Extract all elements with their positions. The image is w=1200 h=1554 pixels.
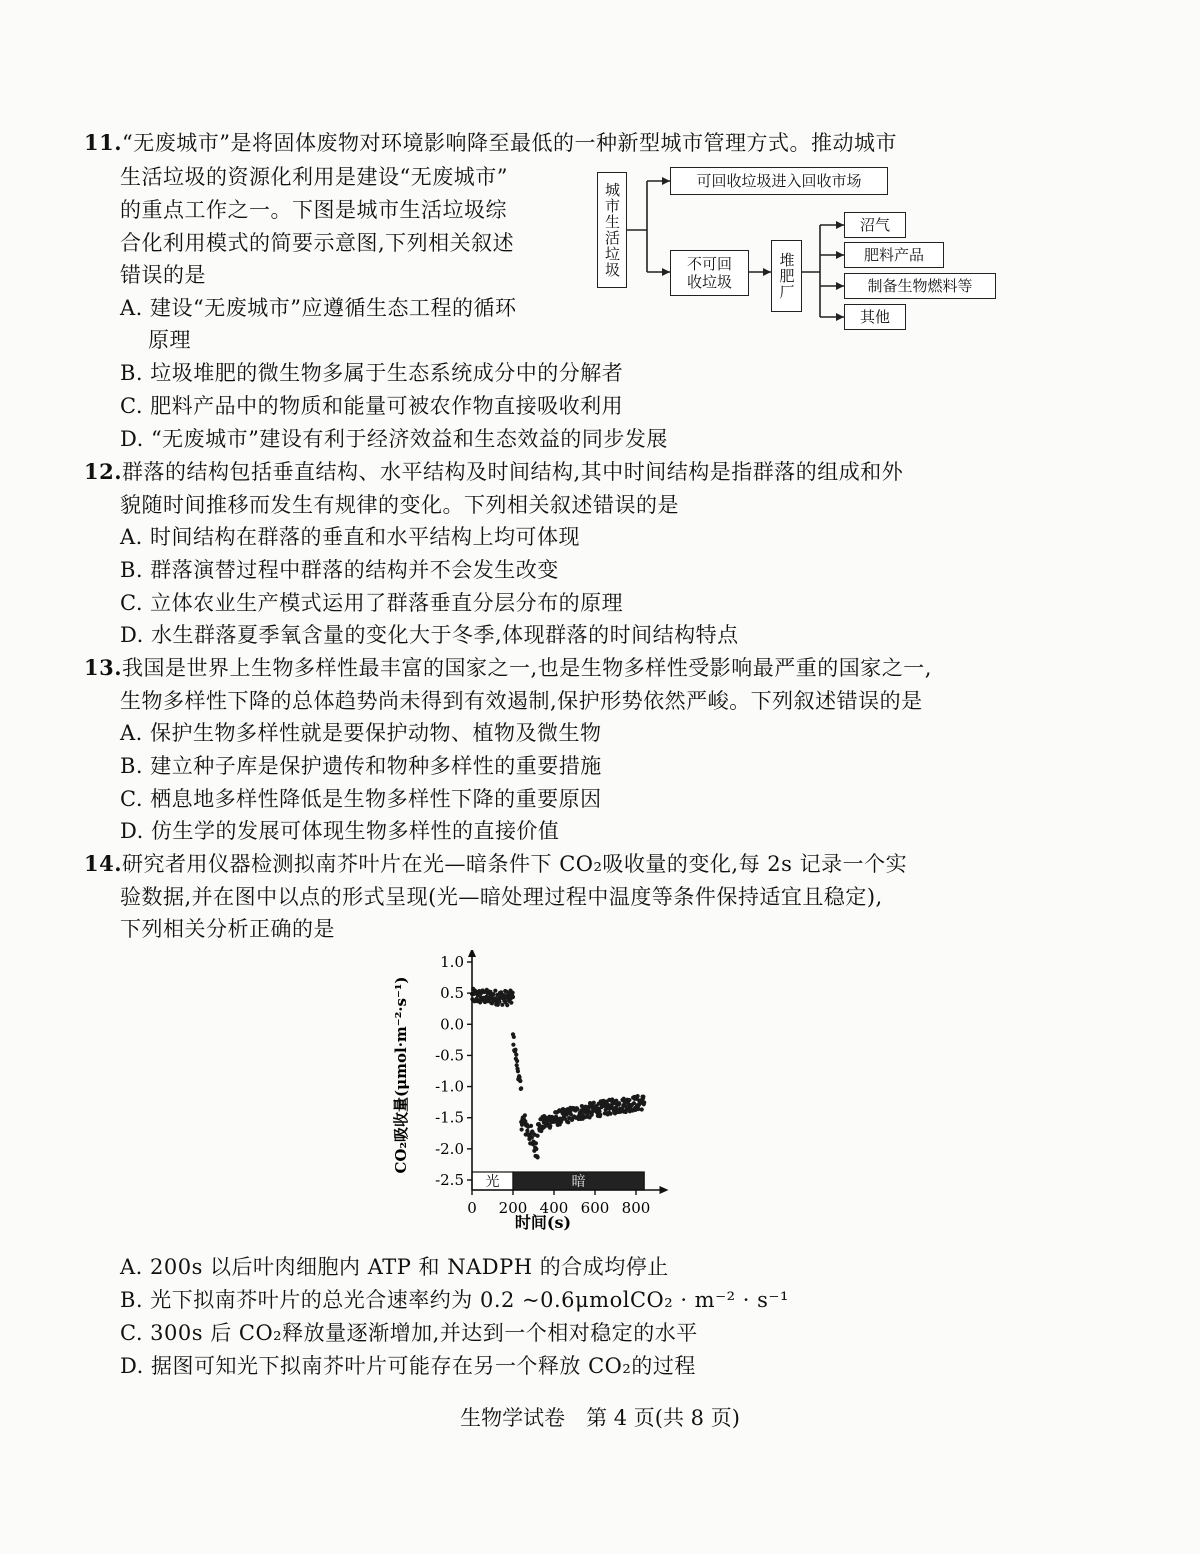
- q11-option-c: C. 肥料产品中的物质和能量可被农作物直接吸收利用: [120, 394, 624, 418]
- chart-point: [491, 992, 495, 996]
- q13-option-d: D. 仿生学的发展可体现生物多样性的直接价值: [120, 819, 560, 843]
- q13-stem-text: 我国是世界上生物多样性最丰富的国家之一,也是生物多样性受影响最严重的国家之一,: [122, 656, 932, 680]
- co2-uptake-chart: [388, 950, 698, 1245]
- q12-line-1: [84, 457, 903, 487]
- chart-y-label: CO₂吸收量(μmol·m⁻²·s⁻¹): [392, 976, 410, 1174]
- chart-point: [598, 1113, 602, 1117]
- chart-point: [536, 1155, 540, 1159]
- q13-option-c: C. 栖息地多样性降低是生物多样性下降的重要原因: [120, 787, 602, 811]
- diagram-product-other: 其他: [844, 304, 906, 330]
- chart-point: [636, 1094, 640, 1098]
- chart-point: [500, 1003, 504, 1007]
- q13-option-b: B. 建立种子库是保护遗传和物种多样性的重要措施: [120, 754, 602, 778]
- chart-point: [592, 1101, 596, 1105]
- diagram-product-biofuel: 制备生物燃料等: [844, 273, 996, 299]
- diagram-product-fertilizer: 肥料产品: [844, 242, 944, 268]
- page-footer: 生物学试卷 第 4 页(共 8 页): [460, 1406, 740, 1430]
- chart-point: [617, 1101, 621, 1105]
- chart-x-tick-label: 0: [467, 1199, 477, 1217]
- q13-line-1: [84, 653, 932, 683]
- chart-phase-label: 暗: [571, 1174, 586, 1190]
- chart-phase-bar: [472, 1172, 644, 1190]
- q14-option-a: A. 200s 以后叶肉细胞内 ATP 和 NADPH 的合成均停止: [120, 1255, 669, 1279]
- chart-y-ticks: [435, 953, 472, 1189]
- chart-points: [470, 987, 646, 1160]
- q12-option-d: D. 水生群落夏季氧含量的变化大于冬季,体现群落的时间结构特点: [120, 623, 739, 647]
- chart-point: [512, 1035, 516, 1039]
- chart-y-tick-label: -1.0: [435, 1077, 464, 1096]
- q12-stem-text: 群落的结构包括垂直结构、水平结构及时间结构,其中时间结构是指群落的组成和外: [122, 460, 904, 484]
- chart-point: [511, 1043, 515, 1047]
- chart-point: [548, 1124, 552, 1128]
- q14-option-b: B. 光下拟南芥叶片的总光合速率约为 0.2 ~0.6μmolCO₂ · m⁻² · s⁻¹: [120, 1288, 789, 1312]
- chart-x-label: 时间(s): [514, 1213, 572, 1232]
- chart-point: [642, 1100, 646, 1104]
- chart-y-tick-label: 0.5: [440, 984, 464, 1003]
- chart-point: [608, 1112, 612, 1116]
- chart-phase-label: 光: [485, 1174, 500, 1190]
- q12-line-2: 貌随时间推移而发生有规律的变化。下列相关叙述错误的是: [120, 493, 679, 517]
- diagram-recyclable-box: 可回收垃圾进入回收市场: [670, 167, 888, 195]
- chart-x-tick-label: 800: [621, 1199, 651, 1217]
- chart-point: [566, 1120, 570, 1124]
- q12-option-a: A. 时间结构在群落的垂直和水平结构上均可体现: [120, 525, 581, 549]
- q12-number: 12.: [84, 459, 123, 484]
- q13-line-2: 生物多样性下降的总体趋势尚未得到有效遏制,保护形势依然严峻。下列叙述错误的是: [120, 689, 923, 713]
- chart-y-tick-label: -0.5: [435, 1046, 464, 1065]
- chart-point: [529, 1124, 533, 1128]
- chart-point: [510, 991, 514, 995]
- chart-y-axis-arrow: [468, 950, 476, 957]
- chart-y-tick-label: -2.0: [435, 1139, 464, 1158]
- chart-point: [511, 995, 515, 999]
- chart-point: [514, 1053, 518, 1057]
- diagram-product-biogas: 沼气: [844, 212, 906, 238]
- q14-line-2: 验数据,并在图中以点的形式呈现(光—暗处理过程中温度等条件保持适宜且稳定),: [120, 885, 883, 909]
- chart-point: [518, 1079, 522, 1083]
- chart-x-tick-label: 600: [580, 1199, 610, 1217]
- chart-y-tick-label: -1.5: [435, 1108, 464, 1127]
- chart-y-tick-label: -2.5: [435, 1171, 464, 1189]
- chart-x-tick-label: 200: [498, 1199, 528, 1217]
- chart-point: [493, 989, 497, 993]
- q11-line-3: 的重点工作之一。下图是城市生活垃圾综: [120, 198, 507, 222]
- q11-option-a-cont: 原理: [148, 328, 191, 352]
- chart-point: [519, 1086, 523, 1090]
- q11-option-a: A. 建设“无废城市”应遵循生态工程的循环: [120, 296, 517, 320]
- q11-line-5: 错误的是: [120, 263, 206, 287]
- diagram-source-box: 城市生活垃圾: [597, 172, 627, 288]
- chart-point: [627, 1098, 631, 1102]
- chart-point: [509, 1001, 513, 1005]
- q14-line-1: [84, 849, 907, 879]
- q14-stem-text: 研究者用仪器检测拟南芥叶片在光—暗条件下 CO₂吸收量的变化,每 2s 记录一个实: [122, 852, 908, 876]
- chart-point: [641, 1095, 645, 1099]
- chart-point: [534, 1147, 538, 1151]
- chart-point: [536, 1134, 540, 1138]
- q11-line-2: 生活垃圾的资源化利用是建设“无废城市”: [120, 165, 508, 189]
- q11-stem-text: “无废城市”是将固体废物对环境影响降至最低的一种新型城市管理方式。推动城市: [122, 131, 898, 155]
- chart-point: [534, 1141, 538, 1145]
- chart-y-tick-label: 0.0: [440, 1015, 464, 1034]
- diagram-non-recyclable-box: 不可回收垃圾: [670, 250, 749, 296]
- q14-number: 14.: [84, 851, 123, 876]
- chart-point: [515, 1059, 519, 1063]
- chart-point: [640, 1107, 644, 1111]
- diagram-compost-box: 堆肥厂: [771, 240, 802, 312]
- chart-point: [523, 1113, 527, 1117]
- q14-option-c: C. 300s 后 CO₂释放量逐渐增加,并达到一个相对稳定的水平: [120, 1321, 698, 1345]
- chart-y-tick-label: 1.0: [440, 953, 464, 971]
- q14-line-3: 下列相关分析正确的是: [120, 917, 335, 941]
- q11-number: 11.: [84, 130, 123, 155]
- chart-point: [497, 1000, 501, 1004]
- q12-option-b: B. 群落演替过程中群落的结构并不会发生改变: [120, 558, 559, 582]
- chart-x-axis-arrow: [660, 1186, 669, 1194]
- chart-point: [520, 1127, 524, 1131]
- chart-point: [516, 1069, 520, 1073]
- chart-point: [505, 1003, 509, 1007]
- q11-line-4: 合化利用模式的简要示意图,下列相关叙述: [120, 231, 515, 255]
- chart-point: [575, 1107, 579, 1111]
- chart-point: [513, 1048, 517, 1052]
- q14-option-d: D. 据图可知光下拟南芥叶片可能存在另一个释放 CO₂的过程: [120, 1354, 696, 1378]
- q13-number: 13.: [84, 655, 123, 680]
- chart-axes: [468, 950, 669, 1194]
- q13-option-a: A. 保护生物多样性就是要保护动物、植物及微生物: [120, 721, 602, 745]
- q11-option-d: D. “无废城市”建设有利于经济效益和生态效益的同步发展: [120, 427, 668, 451]
- q11-option-b: B. 垃圾堆肥的微生物多属于生态系统成分中的分解者: [120, 361, 624, 385]
- q12-option-c: C. 立体农业生产模式运用了群落垂直分层分布的原理: [120, 591, 624, 615]
- chart-x-tick-label: 400: [539, 1199, 569, 1217]
